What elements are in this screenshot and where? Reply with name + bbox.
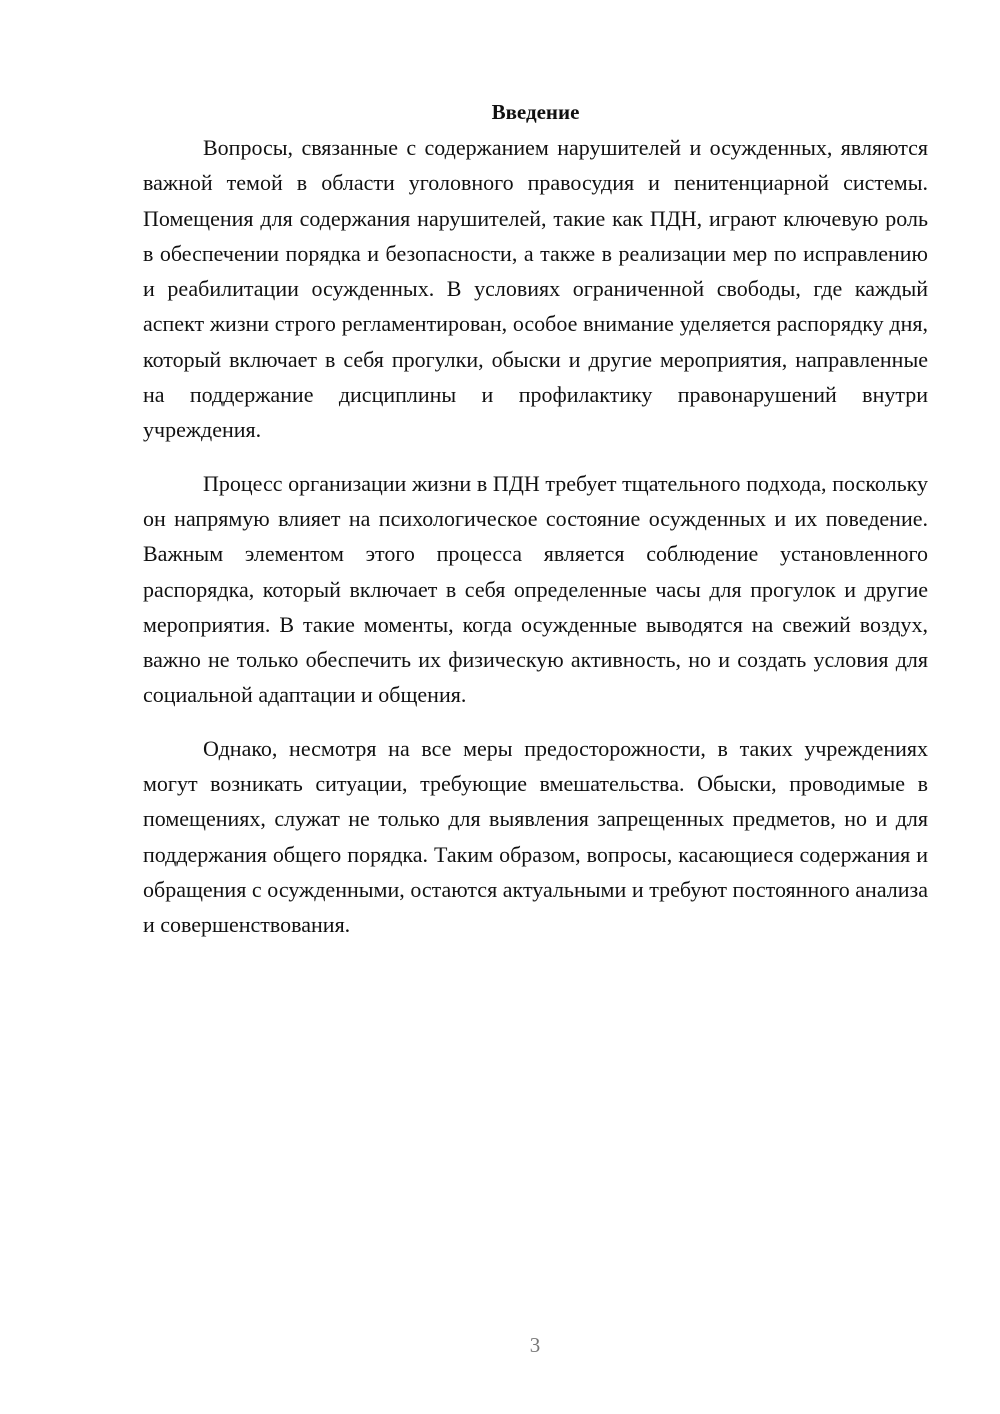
page-content: [143, 97, 928, 943]
section-heading: Введение: [491, 100, 580, 124]
paragraph-1: Вопросы, связанные с содержанием нарушителей и осужденных, являются важной темой в области уголовного правосудия и пенитенциарной системы. Помещения для содержания нарушителей, такие как ПДН, играют ключевую роль в обеспечении порядка и безопасности, а также в реализации мер по исправлению и реабилитации осужденных. В условиях ограниченной свободы, где каждый аспект жизни строго регламентирован, особое внимание уделяется распорядку дня, который включает в себя прогулки, обыски и другие мероприятия, направленные на поддержание дисциплины и профилактику правонарушений внутри учреждения.: [143, 135, 928, 443]
page-number: 3: [529, 1333, 541, 1357]
paragraph-2: Процесс организации жизни в ПДН требует тщательного подхода, поскольку он напрямую влияет на психологическое состояние осужденных и их поведение. Важным элементом этого процесса является соблюдение установленного распорядка, который включает в себя определенные часы для прогулок и другие мероприятия. В такие моменты, когда осужденные выводятся на свежий воздух, важно не только обеспечить их физическую активность, но и создать условия для социальной адаптации и общения.: [143, 470, 928, 708]
paragraph-3: Однако, несмотря на все меры предосторожности, в таких учреждениях могут возникать ситуации, требующие вмешательства. Обыски, проводимые в помещениях, служат не только для выявления запрещенных предметов, но и для поддержания общего порядка. Таким образом, вопросы, касающиеся содержания и обращения с осужденными, остаются актуальными и требуют постоянного анализа и совершенствования.: [143, 735, 928, 938]
